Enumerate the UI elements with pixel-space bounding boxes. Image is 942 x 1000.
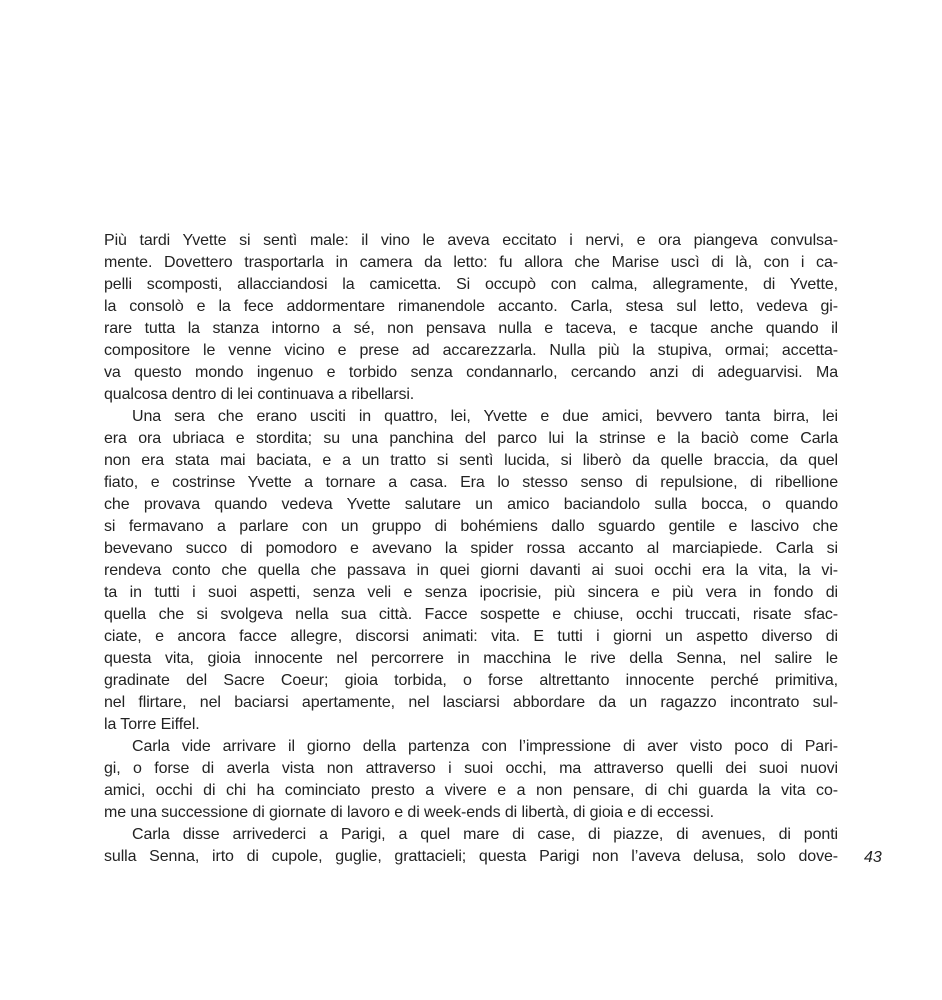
text-line: la consolò e la fece addormentare rimanendole accanto. Carla, stesa sul letto, vedeva gi- [104,298,838,315]
text-line: nel flirtare, nel baciarsi apertamente, nel lasciarsi abbordare da un ragazzo incontrato sul- [104,694,838,711]
text-line: fiato, e costrinse Yvette a tornare a casa. Era lo stesso senso di repulsione, di ribellione [104,474,838,491]
text-line: era ora ubriaca e stordita; su una panchina del parco lui la strinse e la baciò come Carla [104,430,838,447]
text-line: Carla disse arrivederci a Parigi, a quel mare di case, di piazze, di avenues, di ponti [132,826,838,843]
text-line: va questo mondo ingenuo e torbido senza condannarlo, cercando anzi di adeguarvisi. Ma [104,364,838,381]
text-line: rare tutta la stanza intorno a sé, non pensava nulla e taceva, e tacque anche quando il [104,320,838,337]
text-line: gi, o forse di averla vista non attraverso i suoi occhi, ma attraverso quelli dei suoi nuovi [104,760,838,777]
text-line: me una successione di giornate di lavoro e di week-ends di libertà, di gioia e di eccessi. [104,804,715,821]
text-line: gradinate del Sacre Coeur; gioia torbida, o forse altrettanto innocente perché primitiva, [104,672,838,689]
page-number: 43 [864,849,882,866]
text-line: amici, occhi di chi ha cominciato presto a vivere e a non pensare, di chi guarda la vita co- [104,782,838,799]
paragraph [104,824,838,868]
text-line: ciate, e ancora facce allegre, discorsi animati: vita. E tutti i giorni un aspetto diverso di [104,628,838,645]
text-line: ta in tutti i suoi aspetti, senza veli e senza ipocrisie, più sincera e più vera in fondo di [104,584,838,601]
body-text [104,230,838,868]
text-line: sulla Senna, irto di cupole, guglie, grattacieli; questa Parigi non l’aveva delusa, solo dove- [104,848,838,865]
text-line: Più tardi Yvette si sentì male: il vino le aveva eccitato i nervi, e ora piangeva convulsa- [104,232,838,249]
text-line: qualcosa dentro di lei continuava a ribellarsi. [104,386,415,403]
paragraph [104,230,838,406]
text-line: rendeva conto che quella che passava in quei giorni davanti ai suoi occhi era la vita, la vi- [104,562,838,579]
text-line: compositore le venne vicino e prese ad accarezzarla. Nulla più la stupiva, ormai; accetta- [104,342,838,359]
text-line: bevevano succo di pomodoro e avevano la spider rossa accanto al marciapiede. Carla si [104,540,838,557]
text-line: quella che si svolgeva nella sua città. Facce sospette e chiuse, occhi truccati, risate sfac- [104,606,838,623]
text-line: non era stata mai baciata, e a un tratto si sentì lucida, si liberò da quelle braccia, da quel [104,452,838,469]
text-line: si fermavano a parlare con un gruppo di bohémiens dallo sguardo gentile e lascivo che [104,518,838,535]
text-line: Carla vide arrivare il giorno della partenza con l’impressione di aver visto poco di Pari- [132,738,838,755]
text-line: che provava quando vedeva Yvette salutare un amico baciandolo sulla bocca, o quando [104,496,838,513]
paragraph [104,736,838,824]
text-line: pelli scomposti, allacciandosi la camicetta. Si occupò con calma, allegramente, di Yvette, [104,276,838,293]
text-line: mente. Dovettero trasportarla in camera da letto: fu allora che Marise uscì di là, con i ca- [104,254,838,271]
text-line: la Torre Eiffel. [104,716,200,733]
text-line: Una sera che erano usciti in quattro, lei, Yvette e due amici, bevvero tanta birra, lei [132,408,838,425]
text-line: questa vita, gioia innocente nel percorrere in macchina le rive della Senna, nel salire le [104,650,838,667]
paragraph [104,406,838,736]
